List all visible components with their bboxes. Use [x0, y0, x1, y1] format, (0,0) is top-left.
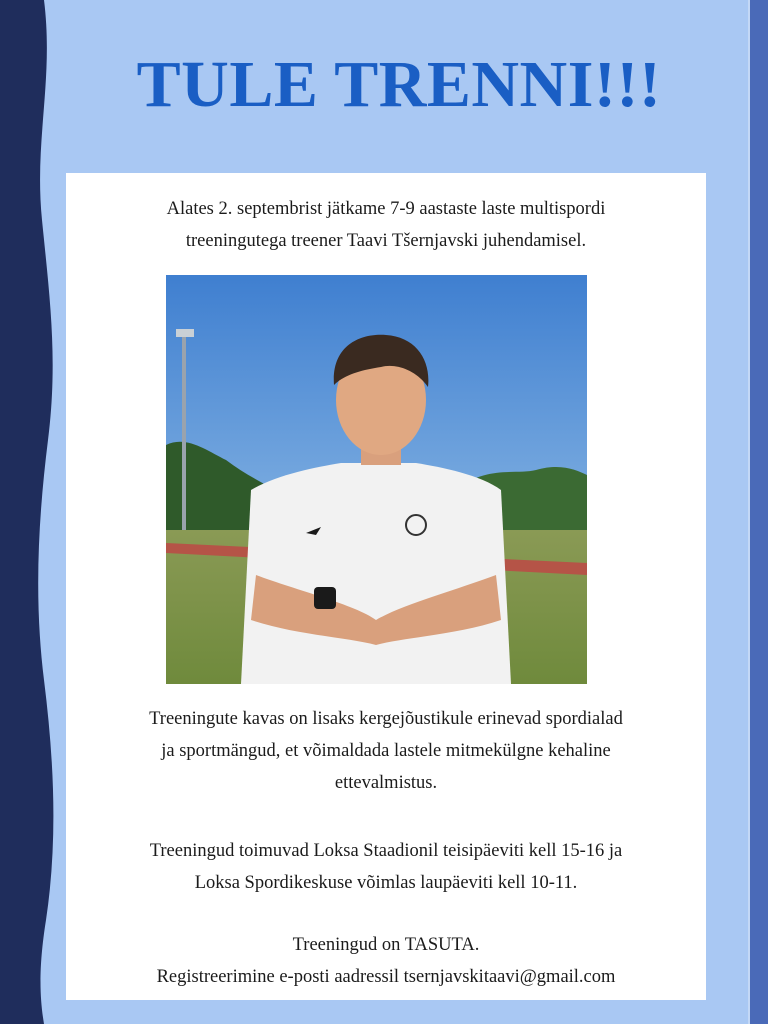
program-line-3: ettevalmistus. [334, 773, 438, 793]
headline: TULE TRENNI!!! [136, 48, 662, 121]
content-card [66, 173, 706, 1000]
program-paragraph [66, 703, 706, 799]
schedule-paragraph [66, 835, 706, 899]
right-band-decoration [750, 0, 768, 1024]
schedule-line-1: Treeningud toimuvad Loksa Staadionil teisipäeviti kell 15-16 ja [149, 841, 623, 861]
left-wave-decoration [0, 0, 70, 1024]
coach-photo [166, 275, 587, 684]
schedule-line-2: Loksa Spordikeskuse võimlas laupäeviti kell 10-11. [194, 873, 578, 893]
program-line-1: Treeningute kavas on lisaks kergejõustikule erinevad spordialad [149, 709, 623, 729]
program-line-2: ja sportmängud, et võimaldada lastele mitmekülgne kehaline [161, 741, 611, 761]
registration-text: Registreerimine e-posti aadressil tsernjavskitaavi@gmail.com [156, 967, 616, 987]
info-paragraph [66, 929, 706, 993]
price-text: Treeningud on TASUTA. [292, 935, 480, 955]
intro-line-1: Alates 2. septembrist jätkame 7-9 aastaste laste multispordi [166, 199, 606, 219]
intro-line-2: treeningutega treener Taavi Tšernjavski juhendamisel. [185, 231, 587, 251]
intro-paragraph [66, 193, 706, 257]
